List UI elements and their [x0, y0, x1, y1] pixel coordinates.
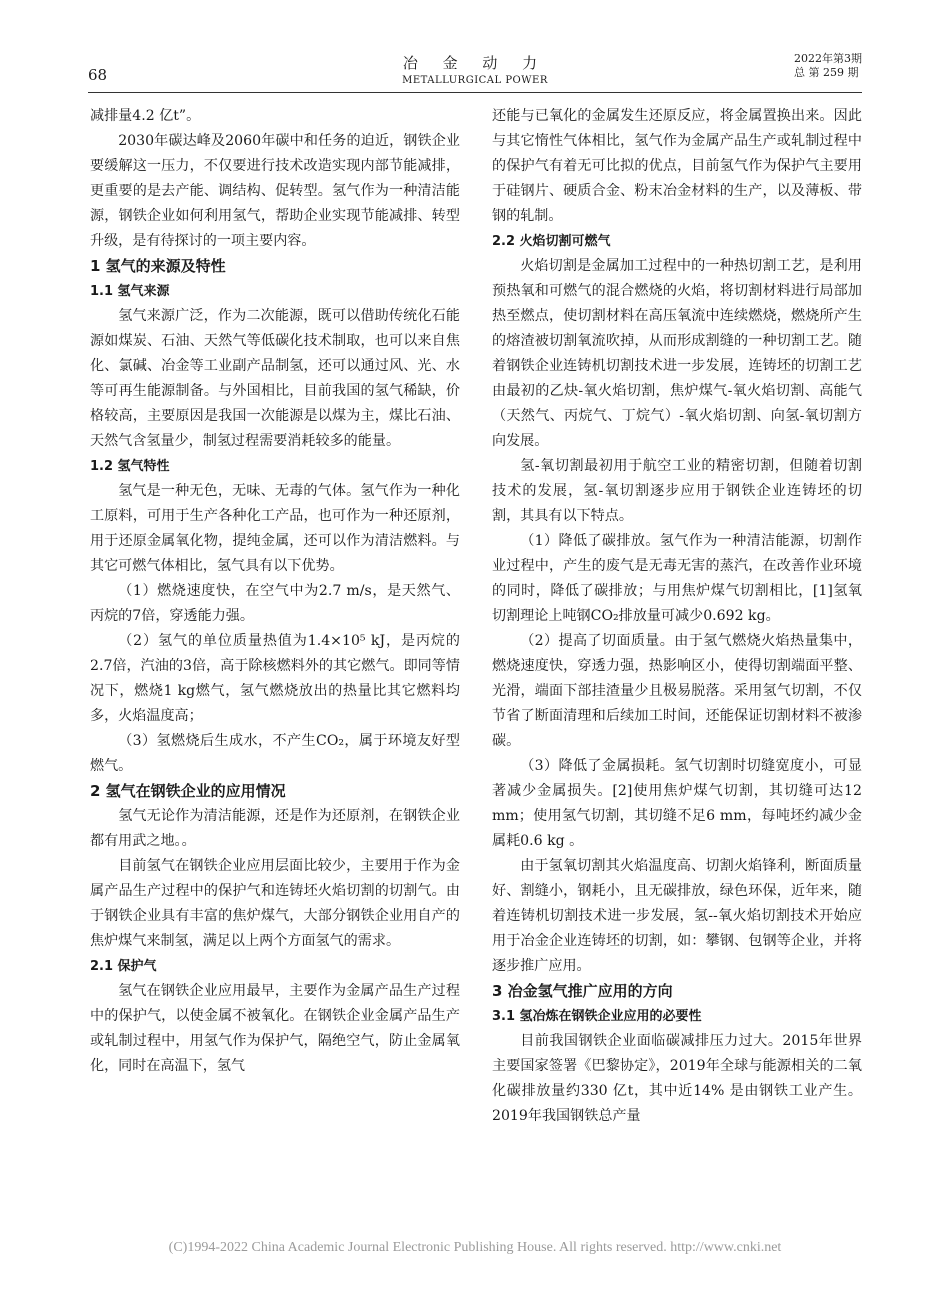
page-number: 68 — [88, 66, 108, 84]
paragraph: （2）氢气的单位质量热值为1.4×10⁵ kJ，是丙烷的2.7倍，汽油的3倍，高于除核燃料外的其它燃气。即同等情况下，燃烧1 kg燃气，氢气燃烧放出的热量比其它燃料均多，火焰温度高； — [90, 633, 460, 724]
paragraph: 2030年碳达峰及2060年碳中和任务的迫近，钢铁企业要缓解这一压力，不仅要进行技术改造实现内部节能减排，更重要的是去产能、调结构、促转型。氢气作为一种清洁能源，钢铁企业如何利用氢气，帮助企业实现节能减排、转型升级，是有待探讨的一项主要内容。 — [90, 133, 460, 249]
paragraph: 由于氢氧切割其火焰温度高、切割火焰锋利，断面质量好、割缝小，钢耗小，且无碳排放，绿色环保，近年来，随着连铸机切割技术进一步发展，氢--氧火焰切割技术开始应用于冶金企业连铸坯的切割，如：攀钢、包钢等企业，并将逐步推广应用。 — [492, 858, 862, 974]
journal-title-zh: 冶 金 动 力 — [402, 54, 548, 72]
paragraph: 还能与已氧化的金属发生还原反应，将金属置换出来。因此与其它惰性气体相比，氢气作为金属产品生产或轧制过程中的保护气有着无可比拟的优点，目前氢气作为保护气主要用于硅钢片、硬质合金、粉末冶金材料的生产，以及薄板、带钢的轧制。 — [492, 108, 862, 224]
paragraph: 减排量4.2 亿t”。 — [90, 108, 201, 124]
paragraph: 火焰切割是金属加工过程中的一种热切割工艺，是利用预热氧和可燃气的混合燃烧的火焰，将切割材料进行局部加热至燃点，使切割材料在高压氧流中连续燃烧，燃烧所产生的熔渣被切割氧流吹掉，从而形成割缝的一种切割工艺。随着钢铁企业连铸机切割技术进一步发展，连铸坯的切割工艺由最初的乙炔-氧火焰切割，焦炉煤气-氧火焰切割、高能气（天然气、丙烷气、丁烷气）-氧火焰切割、向氢-氧切割方向发展。 — [492, 258, 862, 449]
section-heading: 3 冶金氢气推广应用的方向 — [492, 982, 673, 1000]
paragraph: 氢-氧切割最初用于航空工业的精密切割，但随着切割技术的发展，氢-氧切割逐步应用于钢铁企业连铸坯的切割，其具有以下特点。 — [492, 458, 862, 524]
journal-title-en: METALLURGICAL POWER — [402, 75, 548, 86]
paragraph: 氢气在钢铁企业应用最早，主要作为金属产品生产过程中的保护气，以使金属不被氧化。在钢铁企业金属产品生产或轧制过程中，用氢气作为保护气，隔绝空气，防止金属氧化，同时在高温下，氢气 — [90, 983, 460, 1074]
paragraph: 氢气无论作为清洁能源，还是作为还原剂，在钢铁企业都有用武之地。。 — [90, 808, 460, 849]
paragraph: 氢气是一种无色，无味、无毒的气体。氢气作为一种化工原料，可用于生产各种化工产品，也可作为一种还原剂，用于还原金属氧化物，提纯金属，还可以作为清洁燃料。与其它可燃气体相比，氢气具有以下优势。 — [90, 483, 460, 574]
subsection-heading: 3.1 氢冶炼在钢铁企业应用的必要性 — [492, 1009, 702, 1024]
right-column — [492, 104, 862, 1129]
paragraph: 目前氢气在钢铁企业应用层面比较少，主要用于作为金属产品生产过程中的保护气和连铸坯火焰切割的切割气。由于钢铁企业具有丰富的焦炉煤气，大部分钢铁企业用自产的焦炉煤气来制氢，满足以上两个方面氢气的需求。 — [90, 858, 460, 949]
subsection-heading: 2.1 保护气 — [90, 959, 157, 974]
journal-title — [88, 52, 862, 86]
left-column — [90, 104, 460, 1079]
issue-year: 2022年第3期 — [794, 52, 862, 65]
section-heading: 2 氢气在钢铁企业的应用情况 — [90, 782, 286, 800]
section-heading: 1 氢气的来源及特性 — [90, 257, 226, 275]
subsection-heading: 1.2 氢气特性 — [90, 459, 170, 474]
paragraph: （1）燃烧速度快，在空气中为2.7 m/s，是天然气、丙烷的7倍，穿透能力强。 — [90, 583, 460, 624]
paragraph: 目前我国钢铁企业面临碳减排压力过大。2015年世界主要国家签署《巴黎协定》，2019年全球与能源相关的二氧化碳排放量约330 亿t，其中近14% 是由钢铁工业产生。2019年我国钢铁总产量 — [492, 1033, 862, 1124]
issue-total: 总 第 259 期 — [794, 66, 859, 79]
copyright-footer: (C)1994-2022 China Academic Journal Electronic Publishing House. All rights reserved. http://www.cnki.net — [168, 1240, 782, 1255]
subsection-heading: 1.1 氢气来源 — [90, 284, 170, 299]
paragraph: （2）提高了切面质量。由于氢气燃烧火焰热量集中，燃烧速度快，穿透力强，热影响区小，使得切割端面平整、光滑，端面下部挂渣量少且极易脱落。采用氢气切割，不仅节省了断面清理和后续加工时间，还能保证切割材料不被渗碳。 — [492, 633, 862, 749]
header-rule — [88, 92, 862, 93]
issue-info — [794, 52, 862, 80]
paragraph: （1）降低了碳排放。氢气作为一种清洁能源，切割作业过程中，产生的废气是无毒无害的蒸汽，在改善作业环境的同时，降低了碳排放；与用焦炉煤气切割相比，[1]氢氧切割理论上吨钢CO₂排放量可减少0.692 kg。 — [492, 533, 862, 624]
page-header — [88, 50, 862, 96]
paragraph: 氢气来源广泛，作为二次能源，既可以借助传统化石能源如煤炭、石油、天然气等低碳化技术制取，也可以来自焦化、氯碱、冶金等工业副产品制氢，还可以通过风、光、水等可再生能源制备。与外国相比，目前我国的氢气稀缺，价格较高，主要原因是我国一次能源是以煤为主，煤比石油、天然气含氢量少，制氢过程需要消耗较多的能量。 — [90, 308, 460, 449]
paragraph: （3）氢燃烧后生成水，不产生CO₂，属于环境友好型燃气。 — [90, 733, 460, 774]
paragraph: （3）降低了金属损耗。氢气切割时切缝宽度小，可显著减少金属损失。[2]使用焦炉煤气切割，其切缝可达12 mm；使用氢气切割，其切缝不足6 mm，每吨坯约减少金属耗0.6 kg 。 — [492, 758, 862, 849]
subsection-heading: 2.2 火焰切割可燃气 — [492, 234, 611, 249]
